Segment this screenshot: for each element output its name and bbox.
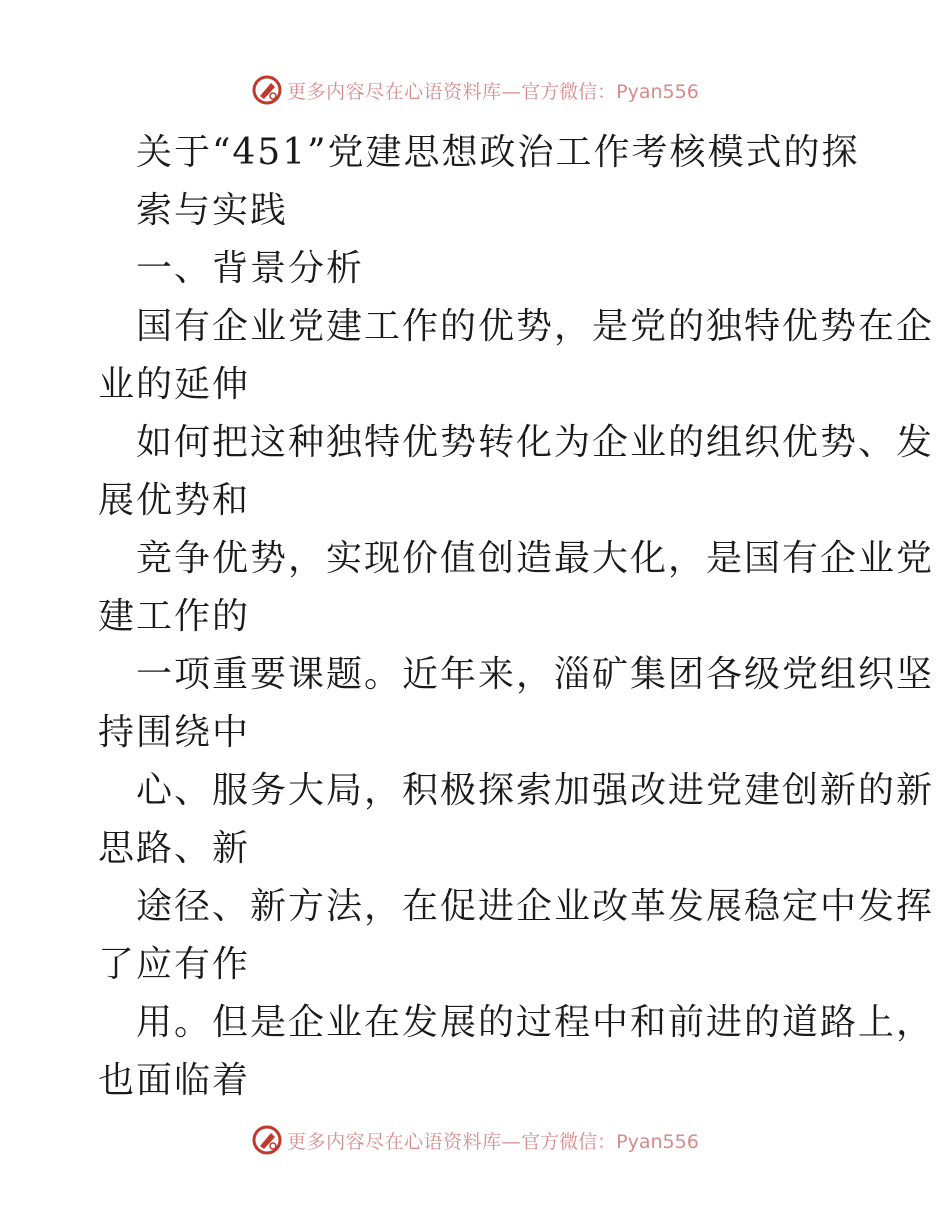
text-line: 国有企业党建工作的优势，是党的独特优势在企 [136, 306, 935, 347]
text-line: 竞争优势，实现价值创造最大化，是国有企业党 [136, 538, 935, 579]
text-line: 用。但是企业在发展的过程中和前进的道路上， [136, 1002, 935, 1043]
banner-text: 更多内容尽在心语资料库— [287, 80, 522, 103]
text-line: 了应有作 [98, 944, 251, 985]
logo-icon [251, 74, 283, 106]
text-line: 索与实践 [136, 190, 289, 231]
text-line: 如何把这种独特优势转化为企业的组织优势、发 [136, 422, 935, 463]
text-line: 心、服务大局，积极探索加强改进党建创新的新 [136, 770, 935, 811]
text-line: 持围绕中 [98, 712, 251, 753]
text-line: 建工作的 [98, 596, 251, 637]
logo-icon [251, 1124, 283, 1156]
text-line: 展优势和 [98, 480, 251, 521]
text-line: 业的延伸 [98, 364, 251, 405]
text-line: 关于“451”党建思想政治工作考核模式的探 [136, 132, 860, 173]
text-line: 思路、新 [98, 828, 251, 869]
header-banner [0, 70, 950, 110]
footer-banner [0, 1120, 950, 1160]
banner-wechat: 官方微信：Pyan556 [521, 1130, 699, 1153]
text-line: 途径、新方法，在促进企业改革发展稳定中发挥 [136, 886, 935, 927]
text-line: 也面临着 [98, 1060, 251, 1101]
banner-text: 更多内容尽在心语资料库— [287, 1130, 522, 1153]
banner-wechat: 官方微信：Pyan556 [521, 80, 699, 103]
section-heading: 一、背景分析 [136, 248, 365, 289]
text-line: 一项重要课题。近年来，淄矿集团各级党组织坚 [136, 654, 935, 695]
document-body [98, 124, 935, 1110]
